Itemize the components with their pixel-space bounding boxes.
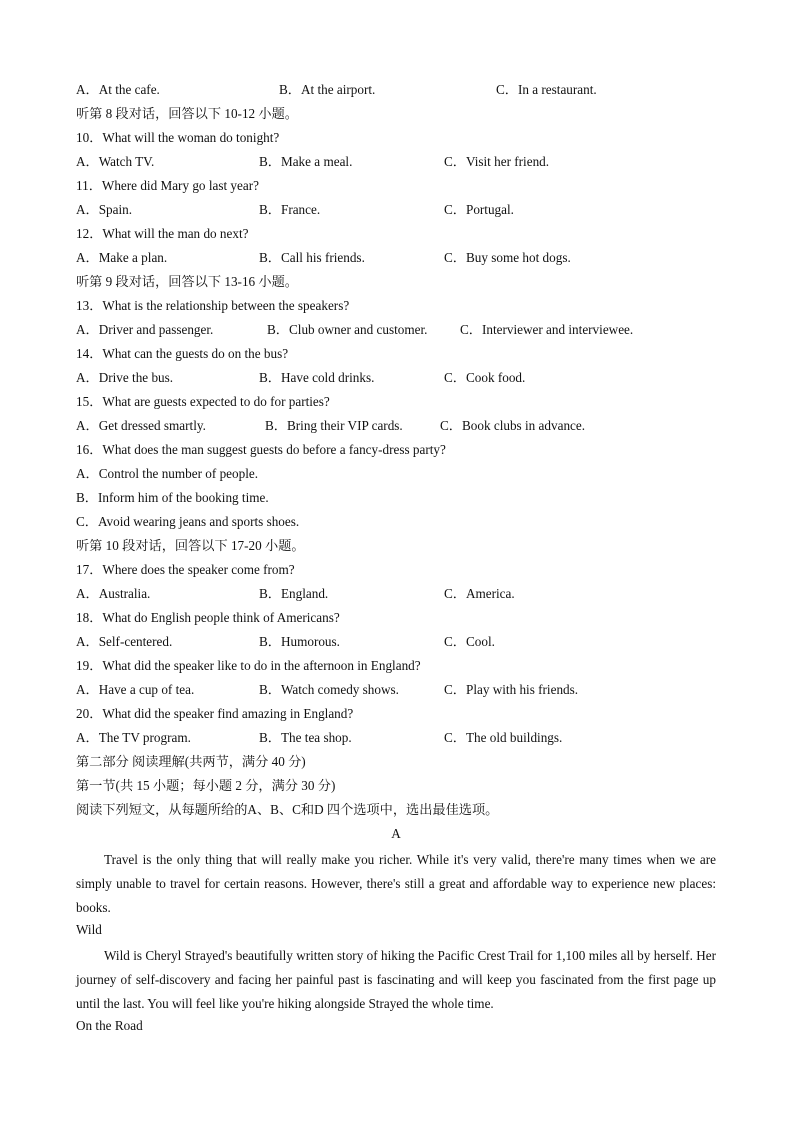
q16-option-c[interactable]: C．Avoid wearing jeans and sports shoes. (76, 514, 300, 529)
q17-option-b[interactable]: B．England. (259, 586, 329, 601)
q20-options (76, 728, 716, 752)
q11-option-a[interactable]: A．Spain. (76, 202, 133, 217)
book-title-wild: Wild (76, 922, 102, 937)
section-9-heading: 听第 9 段对话，回答以下 13-16 小题。 (76, 274, 298, 289)
q20-option-a[interactable]: A．The TV program. (76, 730, 191, 745)
q11-stem: 11．Where did Mary go last year? (76, 178, 259, 193)
q20-option-c[interactable]: C．The old buildings. (444, 730, 563, 745)
q20-stem: 20．What did the speaker find amazing in England? (76, 706, 354, 721)
q12-option-c[interactable]: C．Buy some hot dogs. (444, 250, 571, 265)
q10-stem: 10．What will the woman do tonight? (76, 130, 280, 145)
q19-stem: 19．What did the speaker like to do in the afternoon in England? (76, 658, 421, 673)
q12-options (76, 248, 716, 272)
q16-option-a[interactable]: A．Control the number of people. (76, 466, 259, 481)
q15-option-b[interactable]: B．Bring their VIP cards. (265, 418, 403, 433)
q14-option-b[interactable]: B．Have cold drinks. (259, 370, 375, 385)
q15-option-c[interactable]: C．Book clubs in advance. (440, 418, 586, 433)
q18-stem: 18．What do English people think of Americans? (76, 610, 340, 625)
passage-label: A (391, 826, 401, 841)
q13-option-b[interactable]: B．Club owner and customer. (267, 322, 428, 337)
exam-page (76, 80, 716, 1040)
q13-options (76, 320, 716, 344)
q10-option-c[interactable]: C．Visit her friend. (444, 154, 550, 169)
q16-option-b[interactable]: B．Inform him of the booking time. (76, 490, 269, 505)
q10-options (76, 152, 716, 176)
q17-option-c[interactable]: C．America. (444, 586, 515, 601)
q15-stem: 15．What are guests expected to do for parties? (76, 394, 330, 409)
q11-options (76, 200, 716, 224)
q10-option-b[interactable]: B．Make a meal. (259, 154, 353, 169)
q11-option-c[interactable]: C．Portugal. (444, 202, 514, 217)
q9-option-b[interactable]: B．At the airport. (279, 82, 376, 97)
q18-option-a[interactable]: A．Self-centered. (76, 634, 173, 649)
q18-option-b[interactable]: B．Humorous. (259, 634, 340, 649)
q18-option-c[interactable]: C．Cool. (444, 634, 495, 649)
q15-options (76, 416, 716, 440)
q12-option-a[interactable]: A．Make a plan. (76, 250, 168, 265)
q19-option-a[interactable]: A．Have a cup of tea. (76, 682, 195, 697)
q9-options (76, 80, 716, 104)
part-2-section-1-heading: 第一节(共 15 小题；每小题 2 分，满分 30 分) (76, 778, 336, 793)
q14-options (76, 368, 716, 392)
q11-option-b[interactable]: B．France. (259, 202, 321, 217)
q15-option-a[interactable]: A．Get dressed smartly. (76, 418, 206, 433)
q14-option-c[interactable]: C．Cook food. (444, 370, 526, 385)
q10-option-a[interactable]: A．Watch TV. (76, 154, 155, 169)
q17-options (76, 584, 716, 608)
q9-option-a[interactable]: A．At the cafe. (76, 82, 160, 97)
q19-options (76, 680, 716, 704)
q12-stem: 12．What will the man do next? (76, 226, 249, 241)
part-2-heading: 第二部分 阅读理解(共两节，满分 40 分) (76, 754, 306, 769)
q18-options (76, 632, 716, 656)
q14-stem: 14．What can the guests do on the bus? (76, 346, 289, 361)
q14-option-a[interactable]: A．Drive the bus. (76, 370, 174, 385)
passage-paragraph-intro: Travel is the only thing that will really make you richer. While it's very valid, there're many times when we are simply unable to travel for certain reasons. However, there's still a great and affordable way to experience new places: books. (76, 852, 716, 915)
q19-option-b[interactable]: B．Watch comedy shows. (259, 682, 399, 697)
q13-stem: 13．What is the relationship between the speakers? (76, 298, 350, 313)
q13-option-c[interactable]: C．Interviewer and interviewee. (460, 322, 634, 337)
q17-stem: 17．Where does the speaker come from? (76, 562, 295, 577)
passage-paragraph-wild: Wild is Cheryl Strayed's beautifully written story of hiking the Pacific Crest Trail for 1,100 miles all by herself. Her journey of self-discovery and facing her painful past is fascinating and will keep you fascinated from the first page up until the last. You will feel like you're hiking alongside Strayed the whole time. (76, 948, 716, 1011)
q19-option-c[interactable]: C．Play with his friends. (444, 682, 579, 697)
reading-instruction: 阅读下列短文，从每题所给的A、B、C和D 四个选项中，选出最佳选项。 (76, 802, 499, 817)
q20-option-b[interactable]: B．The tea shop. (259, 730, 352, 745)
q17-option-a[interactable]: A．Australia. (76, 586, 151, 601)
section-10-heading: 听第 10 段对话，回答以下 17-20 小题。 (76, 538, 305, 553)
q13-option-a[interactable]: A．Driver and passenger. (76, 322, 214, 337)
book-title-on-the-road: On the Road (76, 1018, 143, 1033)
q9-option-c[interactable]: C．In a restaurant. (496, 82, 597, 97)
q16-stem: 16．What does the man suggest guests do before a fancy-dress party? (76, 442, 446, 457)
section-8-heading: 听第 8 段对话，回答以下 10-12 小题。 (76, 106, 298, 121)
q12-option-b[interactable]: B．Call his friends. (259, 250, 365, 265)
